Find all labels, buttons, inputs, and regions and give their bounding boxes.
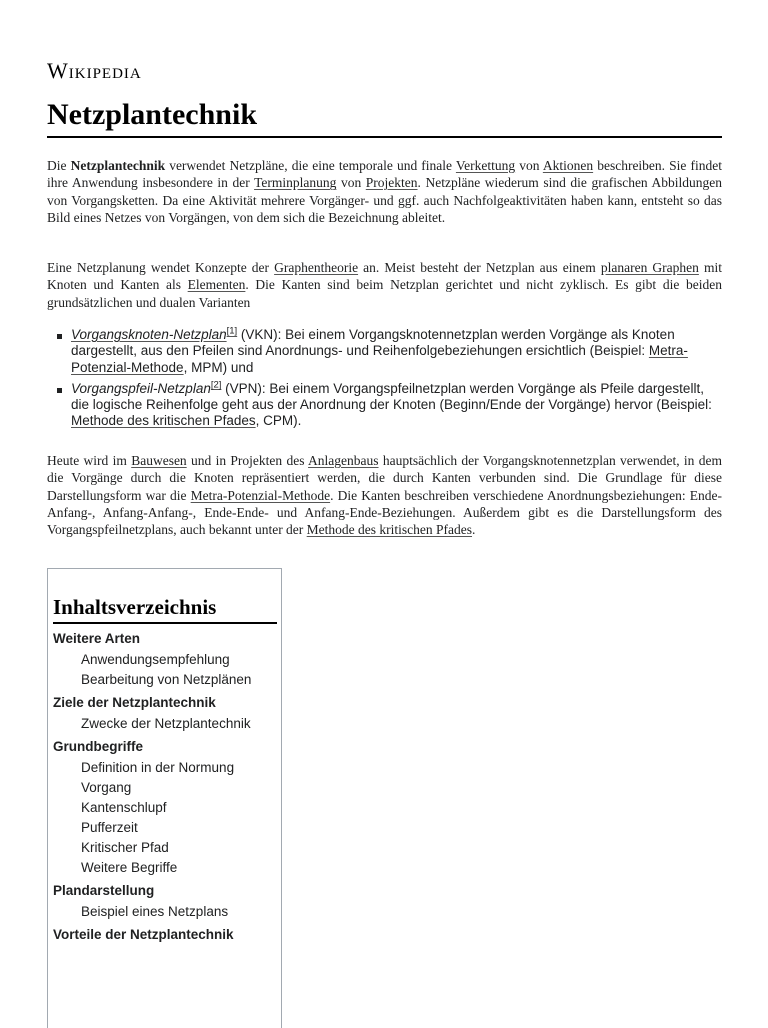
wikipedia-wordmark[interactable]: Wikipedia [47, 58, 142, 83]
title-divider [47, 136, 722, 138]
bullet-icon [57, 334, 62, 339]
text: (VKN): Bei einem Vorgangsknotennetzplan werden Vorgänge als Knoten dargestellt, aus den Pfeilen sind Anordnungs- und Reihenfolgebeziehungen ersichtlich (Beispiel: [71, 327, 675, 359]
text: . [472, 522, 476, 538]
reference-link[interactable]: [1] [226, 325, 238, 337]
text: und in Projekten des [186, 453, 309, 468]
toc-item-weitere-arten[interactable]: Weitere Arten [53, 631, 141, 646]
text: von [336, 175, 366, 191]
italic-term: Vorgangspfeil-Netzplan [71, 380, 211, 396]
toc-item-vorteile[interactable]: Vorteile der Netzplantechnik [53, 927, 234, 942]
variants-list [71, 327, 721, 435]
link-verkettung[interactable]: Verkettung [455, 158, 516, 173]
text: an. Meist besteht der Netzplan aus einem [358, 260, 601, 275]
list-item [71, 327, 721, 376]
toc-subitem[interactable]: Vorgang [81, 780, 132, 795]
toc-subitem[interactable]: Pufferzeit [81, 820, 138, 835]
toc-subitem[interactable]: Weitere Begriffe [81, 860, 178, 875]
text: . Netzpläne wiederum sind die grafischen Abbildungen von Vorgangsketten. Da eine Aktivität mehrere Vorgänger- und ggf. auch Nachfolgeaktivitäten haben kann, entsteht so das Bild eines Netzes von Vorgängen, von dem sich die Bezeichnung ableitet. [47, 175, 723, 225]
link-planaren-graphen[interactable]: planaren Graphen [600, 260, 699, 275]
text: . Die Kanten beschreiben verschiedene Anordnungsbeziehungen: Ende-Anfang-, Anfang-Anfang-, Ende-Ende- und Anfang-Ende-Beziehungen. Außerdem gibt es die Darstellungsform des Vorgangspfeilnetzplans, auch bekannt unter der [47, 487, 722, 538]
link-anlagenbaus[interactable]: Anlagenbaus [308, 453, 379, 468]
toc-item-plandarstellung[interactable]: Plandarstellung [53, 883, 155, 898]
text: Heute wird im [47, 453, 132, 468]
bold-term: Netzplantechnik [70, 158, 166, 173]
text: . Die Kanten sind beim Netzplan gerichtet und nicht zyklisch. Es gibt die beiden grundsätzlichen und dualen Varianten [47, 277, 722, 310]
toc-section [53, 695, 279, 734]
text: (VPN): Bei einem Vorgangspfeilnetzplan werden Vorgänge als Pfeile dargestellt, die logische Reihenfolge geht aus der Anordnung der Knoten (Beginn/Ende der Vorgänge) hervor (Beispiel: [71, 380, 712, 413]
link-aktionen[interactable]: Aktionen [542, 158, 594, 173]
toc-section [53, 883, 279, 922]
link-elementen[interactable]: Elementen [187, 277, 246, 293]
text: Eine Netzplanung wendet Konzepte der [47, 260, 275, 275]
link-metra-potenzial-methode[interactable]: Metra-Potenzial-Methode [71, 343, 688, 375]
list-item [71, 381, 721, 430]
toc-subitem[interactable]: Kritischer Pfad [81, 840, 169, 855]
toc-subitem[interactable]: Zwecke der Netzplantechnik [81, 716, 251, 731]
link-methode-kritischen-pfades[interactable]: Methode des kritischen Pfades [71, 413, 256, 429]
link-terminplanung[interactable]: Terminplanung [254, 175, 337, 191]
usage-paragraph [47, 452, 722, 538]
link-methode-kritischen-pfades[interactable]: Methode des kritischen Pfades [306, 522, 473, 538]
graph-paragraph [47, 259, 722, 311]
text: hauptsächlich der Vorgangsknotennetzplan verwendet, in dem die Vorgänge durch die Knoten repräsentiert werden, die durch Kanten verbunden sind. Die Grundlage für diese Darstellungsform war die [47, 453, 722, 503]
reference-link[interactable]: [2] [210, 379, 222, 391]
toc-title: Inhaltsverzeichnis [53, 597, 277, 624]
text: mit Knoten und Kanten als [47, 260, 722, 293]
toc-item-ziele[interactable]: Ziele der Netzplantechnik [53, 695, 216, 710]
text: , CPM). [255, 413, 302, 429]
toc-subitem[interactable]: Anwendungsempfehlung [81, 652, 230, 667]
bullet-icon [57, 388, 62, 393]
table-of-contents [47, 568, 282, 1028]
intro-paragraph [47, 157, 722, 226]
toc-subitem[interactable]: Kantenschlupf [81, 800, 167, 815]
text: verwendet Netzpläne, die eine temporale und finale [165, 158, 456, 173]
link-projekten[interactable]: Projekten [365, 175, 418, 191]
link-bauwesen[interactable]: Bauwesen [131, 453, 187, 468]
text: , MPM) und [183, 359, 254, 375]
link-metra-potenzial-methode[interactable]: Metra-Potenzial-Methode [190, 487, 331, 503]
toc-item-grundbegriffe[interactable]: Grundbegriffe [53, 739, 143, 754]
link-vorgangsknoten-netzplan[interactable]: Vorgangsknoten-Netzplan [71, 327, 227, 342]
toc-section [53, 739, 279, 878]
toc-section [53, 927, 279, 943]
page-title: Netzplantechnik [47, 98, 257, 131]
text: Die [47, 158, 71, 173]
toc-subitem[interactable]: Bearbeitung von Netzplänen [81, 672, 252, 687]
text: beschreiben. Sie findet ihre Anwendung insbesondere in der [47, 158, 722, 191]
toc-subitem[interactable]: Definition in der Normung [81, 760, 235, 775]
text: von [515, 158, 543, 173]
toc-subitem[interactable]: Beispiel eines Netzplans [81, 904, 229, 919]
link-graphentheorie[interactable]: Graphentheorie [274, 260, 359, 275]
toc-list [53, 631, 279, 948]
toc-section [53, 631, 279, 690]
